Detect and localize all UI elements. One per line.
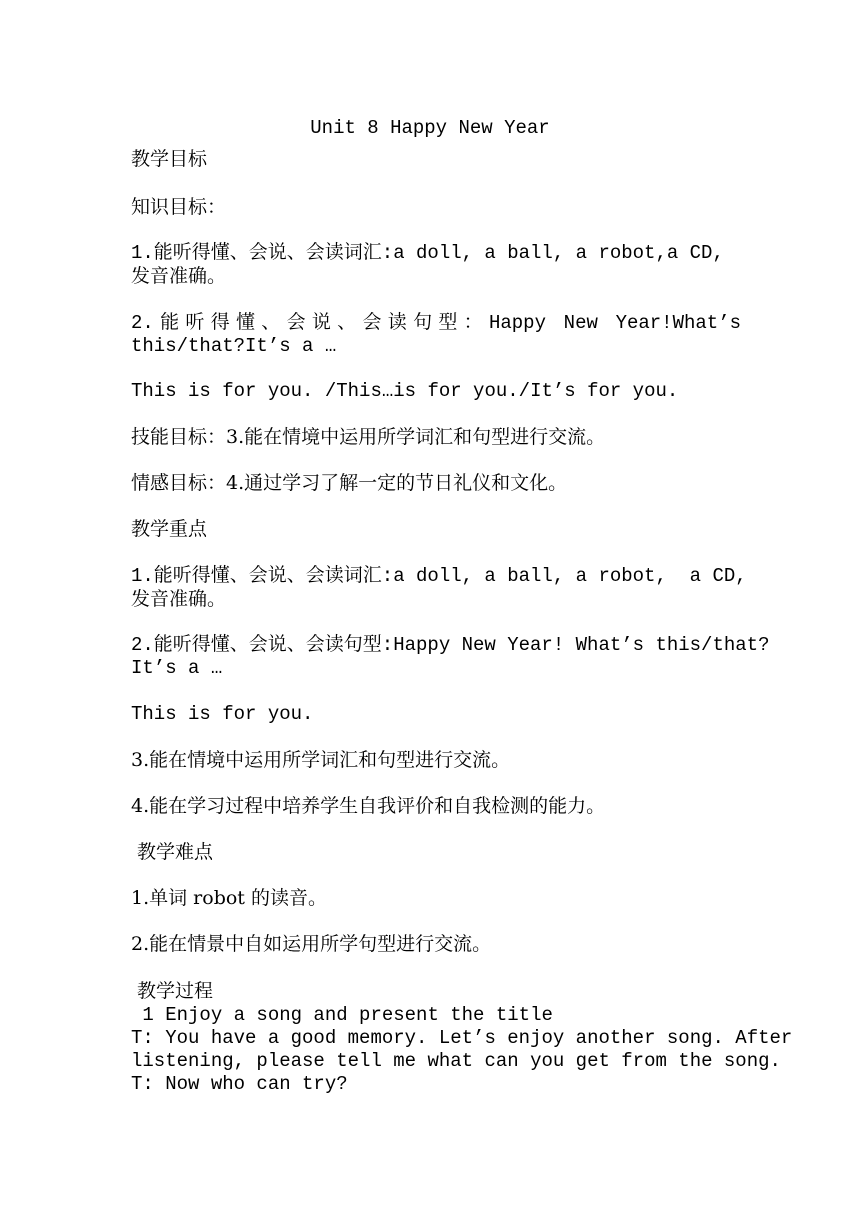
key-point-4: 4.能在学习过程中培养学生自我评价和自我检测的能力。 bbox=[131, 795, 606, 817]
objective-1-line-2: 发音准确。 bbox=[131, 265, 227, 287]
objectives-heading: 教学目标 bbox=[131, 148, 208, 170]
difficulties-heading: 教学难点 bbox=[131, 841, 214, 863]
process-heading: 教学过程 bbox=[131, 980, 214, 1002]
objective-2-line-2: this/that?It’s a … bbox=[131, 335, 337, 357]
process-line-4: T: Now who can try? bbox=[131, 1073, 348, 1095]
key-point-2-line-1: 2.能听得懂、会说、会读句型:Happy New Year! What’s this/that? bbox=[131, 634, 770, 656]
process-line-2: T: You have a good memory. Let’s enjoy another song. After bbox=[131, 1027, 793, 1049]
knowledge-heading: 知识目标： bbox=[131, 196, 227, 218]
key-points-heading: 教学重点 bbox=[131, 518, 208, 540]
document-title: Unit 8 Happy New Year bbox=[310, 117, 550, 139]
objective-2-line-3: This is for you. /This…is for you./It’s for you. bbox=[131, 380, 679, 402]
process-step-1: 1 Enjoy a song and present the title bbox=[131, 1004, 553, 1026]
emotion-goal: 情感目标：4.通过学习了解一定的节日礼仪和文化。 bbox=[131, 472, 568, 494]
difficulty-1: 1.单词 robot 的读音。 bbox=[131, 887, 327, 909]
objective-1-line-1: 1.能听得懂、会说、会读词汇:a doll, a ball, a robot,a CD, bbox=[131, 242, 724, 264]
key-point-2-line-2: It’s a … bbox=[131, 657, 223, 679]
key-point-3: 3.能在情境中运用所学词汇和句型进行交流。 bbox=[131, 749, 511, 771]
difficulty-2: 2.能在情景中自如运用所学句型进行交流。 bbox=[131, 933, 492, 955]
key-point-1-line-2: 发音准确。 bbox=[131, 588, 227, 610]
objective-2-line-1: 2.能听得懂、会说、会读句型：Happy New Year!What’s bbox=[131, 312, 741, 334]
key-point-2-line-3: This is for you. bbox=[131, 703, 314, 725]
key-point-1-line-1: 1.能听得懂、会说、会读词汇:a doll, a ball, a robot, a CD, bbox=[131, 565, 747, 587]
process-line-3: listening, please tell me what can you get from the song. bbox=[131, 1050, 781, 1072]
skill-goal: 技能目标：3.能在情境中运用所学词汇和句型进行交流。 bbox=[131, 426, 606, 448]
